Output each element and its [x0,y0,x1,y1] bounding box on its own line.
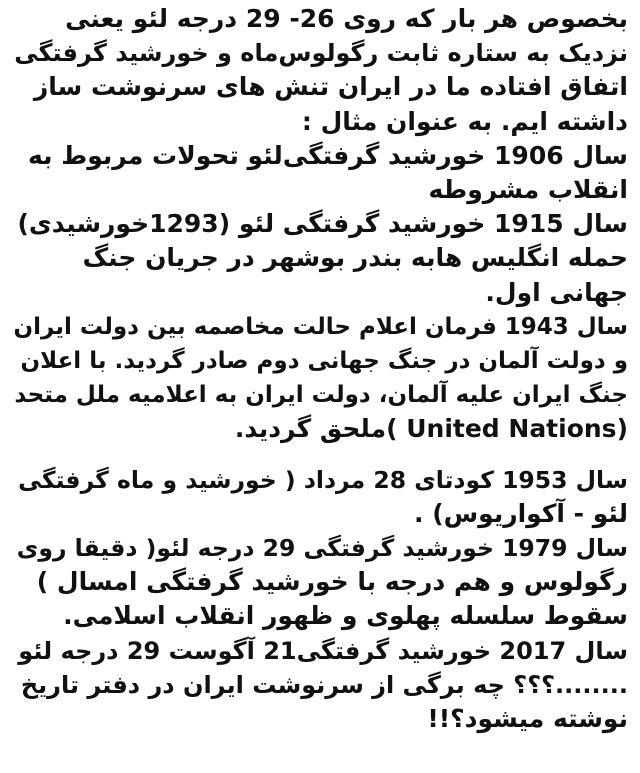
paragraph-1953 [12,463,628,531]
text-line: نوشته میشود؟!! [427,704,628,734]
paragraph-1906 [12,139,628,207]
text-line: ........؟؟؟ چه برگی از سرنوشت ایران در دفتر تاریخ [20,670,628,699]
text-line: (United Nations )ملحق گردید. [234,414,628,444]
text-line: اتفاق افتاده ما در ایران تنش های سرنوشت ساز [33,72,628,102]
text-line: نزدیک به ستاره ثابت رگولوس‌ماه و خورشید گرفتگی [14,39,628,68]
text-line: لئو - آکواریوس) . [414,498,628,528]
text-line: سال 1953 کودتای 28 مرداد ( خورشید و ماه گرفتگی [18,465,628,494]
intro-paragraph [12,2,628,139]
text-line: جنگ ایران علیه آلمان، دولت ایران به اعلامیه ملل متحد [14,382,628,409]
text-line: انقلاب مشروطه [428,175,628,205]
text-line: سال 1943 فرمان اعلام حالت مخاصمه بین دولت ایران [13,313,628,340]
text-line: سقوط سلسله پهلوی و ظهور انقلاب اسلامی. [63,601,628,631]
text-line: رگولوس و هم درجه با خورشید گرفتگی امسال ) [36,567,628,597]
paragraph-1979 [12,531,628,634]
text-line: بخصوص هر بار که روی 26- 29 درجه لئو یعنی [65,4,628,33]
text-line: داشته ایم. به عنوان مثال : [301,106,628,136]
paragraph-2017 [12,634,628,737]
paragraph-1915 [12,207,628,310]
text-line: سال 1915 خورشید گرفتگی لئو (1293خورشیدی) [17,209,628,239]
paragraph-1943 [12,310,628,447]
text-line: سال 1906 خورشید گرفتگی‌لئو تحولات مربوط به [28,140,628,170]
text-line: حمله انگلیس هابه بندر بوشهر در جریان جنگ [82,243,628,273]
paragraph-gap [12,447,628,463]
text-line: سال 1979 خورشید گرفتگی 29 درجه لئو( دقیقا روی [16,534,628,563]
text-line: سال 2017 خورشید گرفتگی21 آگوست 29 درجه لئو [18,636,628,665]
text-line: جهانی اول. [485,277,628,307]
text-line: و دولت آلمان در جنگ جهانی دوم صادر گردید. با اعلان [20,348,628,375]
